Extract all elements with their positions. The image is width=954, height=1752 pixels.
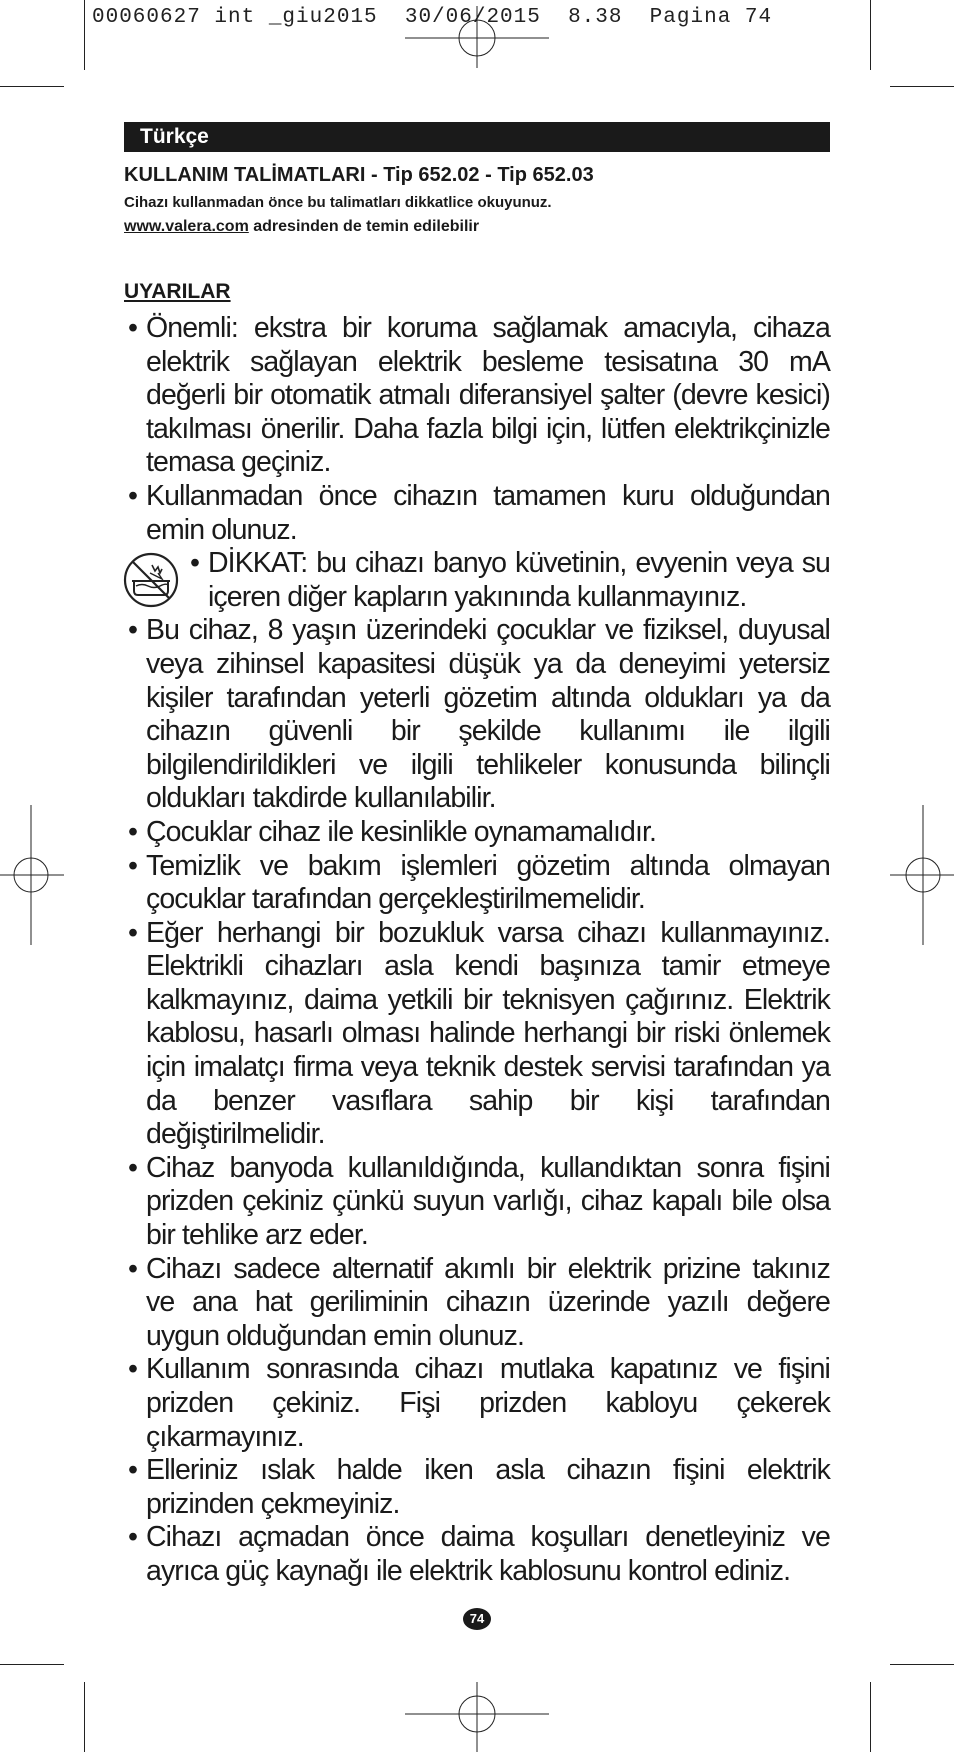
list-item <box>124 1152 830 1253</box>
bullet: • <box>128 1454 138 1487</box>
warning-text: Önemli: ekstra bir koruma sağlamak amacıyla, cihaza elektrik sağlayan elektrik besleme tesisatına 30 mA değerli bir otomatik atmalı diferansiyel şalter (devre kesici) takılması önerilir. Daha fazla bilgi için, lütfen elektrikçinizle temasa geçiniz. <box>146 312 830 479</box>
warning-text: Kullanmadan önce cihazın tamamen kuru olduğundan emin olunuz. <box>146 479 830 546</box>
bullet: • <box>128 916 138 949</box>
bullet: • <box>128 614 138 647</box>
crop-mark <box>0 86 64 87</box>
warning-text: Temizlik ve bakım işlemleri gözetim altında olmayan çocuklar tarafından gerçekleştirilmemelidir. <box>146 849 830 916</box>
bullet: • <box>190 547 200 580</box>
warning-text: Cihazı sadece alternatif akımlı bir elektrik prizine takınız ve ana hat geriliminin cihazın üzerinde yazılı değere uygun olduğundan emin olunuz. <box>146 1252 830 1352</box>
list-item <box>124 1454 830 1521</box>
website-text: adresinden de temin edilebilir <box>248 218 480 235</box>
crop-mark <box>84 1682 85 1752</box>
warning-text: Elleriniz ıslak halde iken asla cihazın fişini elektrik prizinden çekmeyiniz. <box>146 1454 830 1520</box>
warning-text: Bu cihaz, 8 yaşın üzerindeki çocuklar ve fiziksel, duyusal veya zihinsel kapasitesi düşük ya da deneyimi yetersiz kişiler tarafından yeterli gözetim altında oldukları ya da cihazın güvenli bir şekilde kullanımı ile ilgili bilgilendirildikleri ve ilgili tehlikeler konusunda bilinçli oldukları takdirde kullanılabilir. <box>146 614 830 815</box>
list-item <box>124 547 830 614</box>
section-heading: UYARILAR <box>124 280 231 303</box>
no-bath-icon <box>122 551 180 609</box>
warning-text: DİKKAT: bu cihazı banyo küvetinin, evyenin veya su içeren diğer kapların yakınında kullanmayınız. <box>208 547 830 613</box>
list-item <box>124 1521 830 1588</box>
document-title: KULLANIM TALİMATLARI - Tip 652.02 - Tip 652.03 <box>124 164 594 186</box>
list-item <box>124 480 830 547</box>
warnings-list <box>124 312 830 1589</box>
registration-mark-right <box>890 805 954 945</box>
page-number: 74 <box>463 1608 491 1630</box>
warning-text: Eğer herhangi bir bozukluk varsa cihazı kullanmayınız. Elektrikli cihazları asla kendi başınıza tamir etmeye kalkmayınız, daima yetkili bir teknisyen çağırınız. Elektrik kablosu, hasarlı olması halinde herhangi bir riski önlemek için imalatçı firma veya teknik destek servisi tarafından ya da benzer vasıflara sahip bir kişi tarafından değiştirilmelidir. <box>146 916 830 1151</box>
warning-text: Cihaz banyoda kullanıldığında, kullandıktan sonra fişini prizden çekiniz çünkü suyun varlığı, cihaz kapalı bile olsa bir tehlike arz eder. <box>146 1151 830 1252</box>
bullet: • <box>128 1252 138 1285</box>
crop-mark <box>0 1664 64 1665</box>
crop-mark <box>84 0 85 70</box>
warning-text: Cihazı açmadan önce daima koşulları denetleyiniz ve ayrıca güç kaynağı ile elektrik kablosunu kontrol ediniz. <box>146 1521 830 1587</box>
bullet: • <box>128 1151 138 1184</box>
print-slug: 00060627 int _giu2015 30/06/2015 8.38 Pagina 74 <box>92 6 773 29</box>
bullet: • <box>128 815 138 848</box>
bullet: • <box>128 1521 138 1554</box>
bullet: • <box>128 479 138 512</box>
list-item <box>124 850 830 917</box>
bullet: • <box>128 849 138 882</box>
list-item <box>124 1253 830 1354</box>
crop-mark <box>890 86 954 87</box>
website-link[interactable]: www.valera.com <box>124 218 249 235</box>
list-item <box>124 816 830 850</box>
list-item <box>124 917 830 1152</box>
list-item <box>124 312 830 480</box>
document-subtitle: Cihazı kullanmadan önce bu talimatları dikkatlice okuyunuz. <box>124 194 552 211</box>
list-item <box>124 614 830 816</box>
registration-mark-left <box>0 805 64 945</box>
list-item <box>124 1353 830 1454</box>
website-line <box>124 218 479 236</box>
crop-mark <box>870 1682 871 1752</box>
bullet: • <box>128 312 138 344</box>
warning-text: Kullanım sonrasında cihazı mutlaka kapatınız ve fişini prizden çekiniz. Fişi prizden kabloyu çekerek çıkarmayınız. <box>146 1353 830 1453</box>
registration-mark-bottom <box>405 1682 549 1752</box>
bullet: • <box>128 1353 138 1386</box>
crop-mark <box>870 0 871 70</box>
crop-mark <box>890 1664 954 1665</box>
warning-text: Çocuklar cihaz ile kesinlikle oynamamalıdır. <box>146 815 657 848</box>
language-bar: Türkçe <box>124 122 830 152</box>
registration-mark-top <box>405 6 549 68</box>
